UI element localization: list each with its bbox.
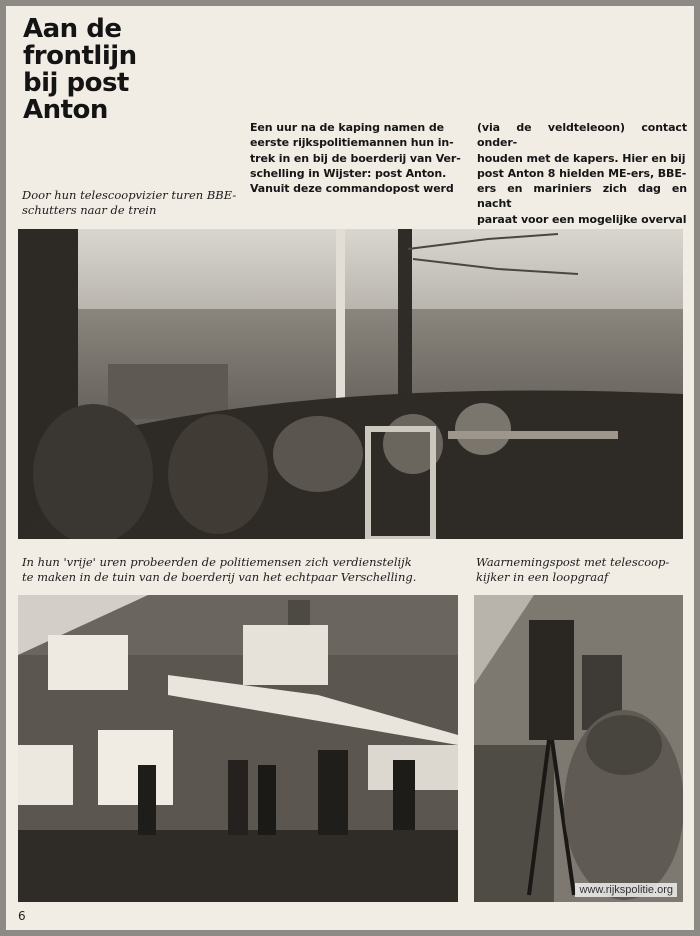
title-line: frontlijn xyxy=(23,41,137,71)
caption-line: kijker in een loopgraaf xyxy=(476,570,609,584)
body-column-2 xyxy=(477,120,687,227)
body-line: Vanuit deze commandopost werd xyxy=(250,182,454,196)
title-line: bij post xyxy=(23,68,129,98)
title-line: Anton xyxy=(23,95,108,125)
body-line: Een uur na de kaping namen de xyxy=(250,121,444,134)
body-line: schelling in Wijster: post Anton. xyxy=(250,166,447,180)
caption-line: te maken in de tuin van de boerderij van het echtpaar Verschelling. xyxy=(22,570,417,584)
photo-farmhouse-image xyxy=(18,595,458,902)
caption-line: Door hun telescoopvizier turen BBE- xyxy=(22,188,237,202)
body-line: eerste rijkspolitiemannen hun in- xyxy=(250,136,454,150)
photo-observation-post xyxy=(474,595,683,902)
body-line: post Anton 8 hielden ME-ers, BBE- xyxy=(477,166,687,180)
body-column-1 xyxy=(250,120,466,196)
body-line: ers en mariniers zich dag en nacht xyxy=(477,182,687,211)
caption-top-photo xyxy=(22,188,252,218)
photo-trench-field-image xyxy=(18,229,683,539)
body-line: houden met de kapers. Hier en bij xyxy=(477,151,686,165)
article-title xyxy=(23,16,203,124)
title-line: Aan de xyxy=(23,14,122,44)
photo-farmhouse xyxy=(18,595,458,902)
body-line: (via de veldteleoon) contact onder- xyxy=(477,121,687,150)
caption-line: Waarnemingspost met telescoop- xyxy=(476,555,670,569)
caption-line: In hun 'vrije' uren probeerden de politiemensen zich verdienstelijk xyxy=(22,555,412,569)
caption-scope-photo xyxy=(476,555,686,585)
body-line: paraat voor een mogelijke overval xyxy=(477,212,687,226)
body-line: trek in en bij de boerderij van Ver- xyxy=(250,151,461,165)
watermark: www.rijkspolitie.org xyxy=(575,883,677,897)
photo-observation-post-image xyxy=(474,595,683,902)
page-number: 6 xyxy=(18,909,26,923)
magazine-page xyxy=(6,6,694,930)
caption-house-photo xyxy=(22,555,472,585)
caption-line: schutters naar de trein xyxy=(22,203,157,217)
photo-trench-field xyxy=(18,229,683,539)
